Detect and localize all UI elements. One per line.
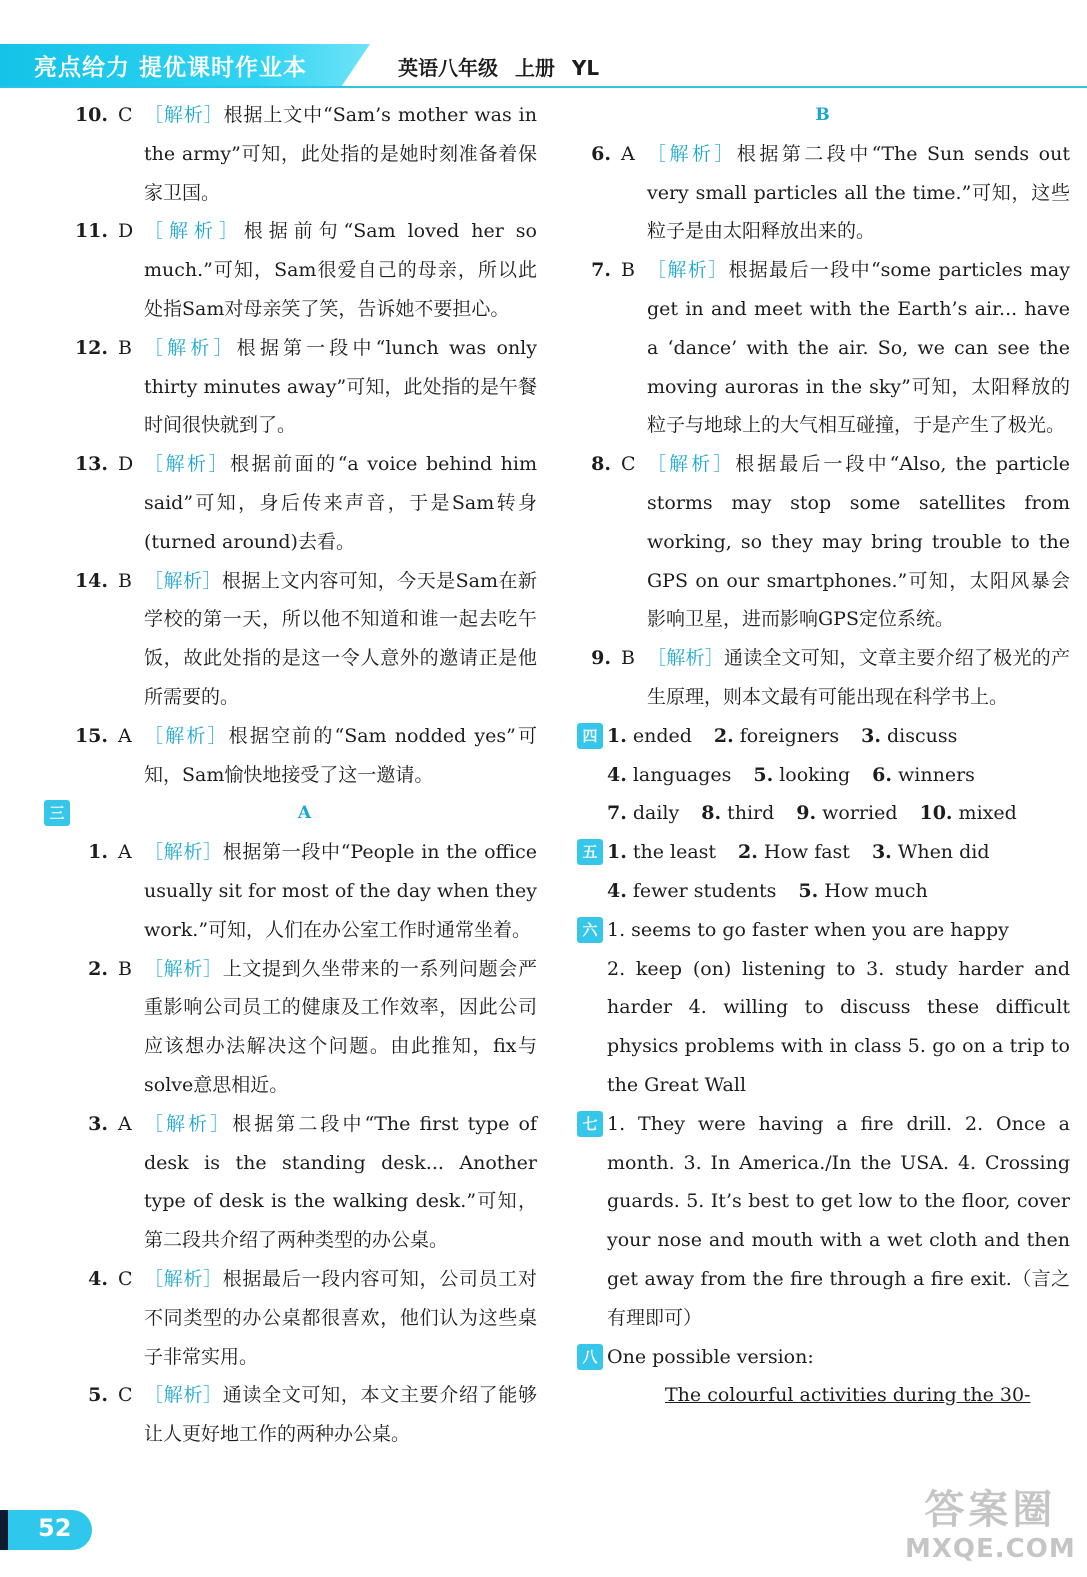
blank-number: 4.	[607, 763, 627, 786]
explanation	[144, 562, 537, 717]
blank-number: 1.	[607, 724, 627, 747]
blank-number: 1.	[607, 841, 627, 864]
question-number: 1.	[88, 841, 108, 864]
explanation-text: 根据上文中“Sam’s mother was in the army”可知，此处指的是她时刻准备着保家卫国。	[144, 104, 537, 204]
explanation-text: 根据最后一段中“some particles may get in and meet with the Earth’s air... have a ‘dance’ with the air. So, we can see the moving auroras in the sky”可知，太阳释放的粒子与地球上的大气相互碰撞，于是产生了极光。	[647, 259, 1070, 437]
answer-letter: B	[621, 647, 635, 670]
blank-word: looking	[779, 763, 851, 786]
section-badge-8: 八	[577, 1344, 603, 1370]
page-header	[0, 44, 1087, 88]
page-number-tab	[0, 1510, 92, 1550]
explanation	[144, 445, 537, 561]
question-number: 5.	[88, 1384, 108, 1407]
analysis-tag: ［解析］	[144, 220, 244, 243]
answer-item	[575, 639, 1070, 717]
answer-list-3b	[575, 135, 1070, 717]
blank-number: 2.	[738, 841, 758, 864]
blank-word: daily	[632, 802, 680, 825]
section-8	[575, 1338, 1070, 1416]
answer-list-3a	[72, 833, 537, 1454]
blank-number: 9.	[796, 802, 817, 825]
section-badge-4: 四	[577, 723, 603, 749]
answer-item	[72, 212, 537, 328]
answer-item	[72, 833, 537, 949]
answer-letter: C	[118, 1384, 133, 1407]
section-7	[575, 1105, 1070, 1338]
blank-number: 8.	[701, 802, 722, 825]
answer-item	[575, 135, 1070, 251]
blank-number: 7.	[607, 802, 627, 825]
explanation-text: 根据上文内容可知，今天是Sam在新学校的第一天，所以他不知道和谁一起去吃午饭，故此处指的是这一令人意外的邀请正是他所需要的。	[144, 569, 537, 708]
explanation-text: 根据第二段中“The first type of desk is the standing desk... Another type of desk is the walking desk.”可知，第二段共介绍了两种类型的办公桌。	[144, 1112, 537, 1252]
book-title: 英语八年级 上册 YL	[398, 56, 600, 80]
explanation	[144, 329, 537, 445]
section-badge-7: 七	[577, 1111, 603, 1137]
analysis-tag: ［解析］	[144, 569, 222, 592]
blank-number: 10.	[919, 802, 953, 825]
explanation	[144, 833, 537, 949]
question-number: 2.	[88, 957, 108, 980]
answer-letter: D	[118, 453, 134, 476]
explanation	[144, 1376, 537, 1454]
explanation-text: 根据第二段中“The Sun sends out very small particles all the time.”可知，这些粒子是由太阳释放出来的。	[647, 142, 1070, 243]
blank-answer	[607, 794, 679, 833]
answer-letter: A	[118, 1112, 132, 1135]
section-3-heading	[49, 794, 537, 833]
analysis-tag: ［解析］	[647, 453, 736, 476]
analysis-tag: ［解析］	[647, 142, 737, 165]
section-badge-3: 三	[44, 800, 70, 826]
answer-item	[72, 445, 537, 561]
explanation	[144, 717, 537, 795]
explanation-text: 根据最后一段中“Also, the particle storms may stop some satellites from working, so they may bring trouble to the GPS on our smartphones.”可知，太阳风暴会影响卫星，进而影响GPS定位系统。	[647, 453, 1070, 631]
answer-list-2	[72, 96, 537, 794]
question-number: 13.	[74, 453, 108, 476]
answer-row	[607, 794, 1070, 833]
question-number: 7.	[591, 259, 611, 282]
question-number: 11.	[74, 220, 108, 243]
answer-letter: A	[621, 142, 635, 165]
blank-answer	[607, 717, 692, 756]
question-number: 15.	[74, 724, 108, 747]
blank-answer	[796, 794, 897, 833]
question-number: 3.	[88, 1112, 108, 1135]
answer-letter: A	[118, 841, 132, 864]
analysis-tag: ［解析］	[144, 841, 223, 864]
answer-row	[607, 833, 1070, 872]
explanation-text: 上文提到久坐带来的一系列问题会严重影响公司员工的健康及工作效率，因此公司应该想办法解决这个问题。由此推知，fix与solve意思相近。	[144, 957, 537, 1096]
section-3-sub: A	[297, 803, 312, 824]
blank-word: When did	[897, 841, 990, 864]
explanation	[144, 212, 537, 328]
analysis-tag: ［解析］	[144, 1384, 223, 1407]
explanation	[144, 1260, 537, 1376]
analysis-tag: ［解析］	[144, 724, 229, 747]
left-column	[49, 96, 537, 1454]
answer-letter: B	[118, 957, 132, 980]
answer-row	[607, 872, 1070, 911]
blank-answer	[798, 872, 927, 911]
blank-number: 5.	[798, 879, 819, 902]
blank-answer	[753, 756, 850, 795]
blank-word: mixed	[958, 802, 1017, 825]
section-7-answers: 1. They were having a fire drill. 2. Once a month. 3. In America./In the USA. 4. Crossing guards. 5. It’s best to get low to the floor, cover your nose and mouth with a wet cloth and then get away from the fire through a fire exit.（言之有理即可）	[607, 1112, 1070, 1329]
section-badge-5: 五	[577, 839, 603, 865]
explanation	[647, 251, 1070, 445]
explanation	[144, 1105, 537, 1260]
section-3b-sub: B	[815, 105, 830, 125]
question-number: 12.	[74, 336, 108, 359]
explanation-text: 根据前句“Sam loved her so much.”可知，Sam很爱自己的母亲，所以此处指Sam对母亲笑了笑，告诉她不要担心。	[144, 220, 537, 320]
blank-answer	[607, 872, 776, 911]
blank-answer	[872, 833, 990, 872]
blank-answer	[919, 794, 1016, 833]
answer-row	[607, 756, 1070, 795]
explanation	[647, 639, 1070, 717]
answer-letter: C	[118, 1267, 133, 1290]
header-divider	[0, 86, 1087, 88]
analysis-tag: ［解析］	[144, 1112, 233, 1135]
section-badge-6: 六	[577, 917, 603, 943]
section-5-answers	[607, 833, 1070, 911]
answer-item	[72, 1105, 537, 1260]
section-6-line-1: 1. seems to go faster when you are happy	[607, 918, 1009, 941]
blank-word: winners	[898, 763, 975, 786]
explanation-text: 根据第一段中“lunch was only thirty minutes away”可知，此处指的是午餐时间很快就到了。	[144, 336, 537, 437]
blank-word: worried	[822, 802, 898, 825]
question-number: 10.	[74, 104, 108, 126]
analysis-tag: ［解析］	[144, 957, 223, 980]
question-number: 4.	[88, 1267, 108, 1290]
section-6-paragraph: 2. keep (on) listening to 3. study harder and harder 4. willing to discuss these difficult physics problems with in class 5. go on a trip to the Great Wall	[607, 957, 1070, 1096]
answer-letter: B	[621, 259, 635, 282]
explanation-text: 通读全文可知，文章主要介绍了极光的产生原理，则本文最有可能出现在科学书上。	[647, 647, 1070, 708]
question-number: 14.	[74, 569, 108, 592]
explanation-text: 根据第一段中“People in the office usually sit for most of the day when they work.”可知，人们在办公室工作时通常坐着。	[144, 841, 537, 941]
explanation-text: 根据空前的“Sam nodded yes”可知，Sam愉快地接受了这一邀请。	[144, 724, 537, 786]
answer-letter: A	[118, 724, 132, 747]
answer-item	[72, 1376, 537, 1454]
analysis-tag: ［解析］	[144, 453, 231, 476]
answer-item	[575, 251, 1070, 445]
question-number: 6.	[591, 142, 611, 165]
blank-word: ended	[632, 724, 692, 747]
watermark-url: MXQE.COM	[905, 1534, 1076, 1564]
blank-number: 3.	[861, 724, 881, 747]
section-8-label: One possible version:	[607, 1345, 814, 1368]
section-8-first-line: The colourful activities during the 30-	[665, 1384, 1031, 1407]
answer-row	[607, 717, 1070, 756]
blank-number: 4.	[607, 879, 627, 902]
blank-answer	[701, 794, 774, 833]
answer-item	[72, 96, 537, 212]
blank-answer	[607, 756, 731, 795]
watermark	[905, 1487, 1076, 1564]
section-4-answers	[607, 717, 1070, 833]
explanation	[647, 445, 1070, 639]
blank-number: 6.	[872, 763, 893, 786]
analysis-tag: ［解析］	[144, 104, 224, 126]
blank-number: 2.	[713, 724, 734, 747]
blank-answer	[861, 717, 957, 756]
blank-word: third	[727, 802, 775, 825]
page-number: 52	[38, 1514, 72, 1542]
blank-number: 5.	[753, 763, 774, 786]
answer-item	[72, 1260, 537, 1376]
answer-letter: D	[118, 220, 134, 243]
question-number: 9.	[591, 647, 611, 670]
explanation	[144, 96, 537, 212]
section-6	[575, 911, 1070, 1105]
answer-item	[72, 717, 537, 795]
blank-answer	[607, 833, 716, 872]
answer-letter: B	[118, 336, 132, 359]
blank-answer	[738, 833, 850, 872]
section-6-answers	[607, 911, 1070, 1105]
answer-item	[72, 329, 537, 445]
answer-letter: C	[118, 104, 133, 126]
section-8-content	[607, 1338, 1070, 1416]
answer-item	[72, 950, 537, 1105]
right-column	[575, 96, 1070, 1415]
brand-title: 亮点给力 提优课时作业本	[34, 55, 308, 81]
analysis-tag: ［解析］	[144, 1267, 223, 1290]
blank-word: the least	[632, 841, 717, 864]
explanation-text: 根据最后一段内容可知，公司员工对不同类型的办公桌都很喜欢，他们认为这些桌子非常实用。	[144, 1267, 537, 1368]
section-3b-heading	[575, 96, 1070, 135]
analysis-tag: ［解析］	[144, 336, 237, 359]
blank-word: foreigners	[739, 724, 840, 747]
answer-item	[575, 445, 1070, 639]
blank-answer	[714, 717, 839, 756]
section-5	[575, 833, 1070, 911]
analysis-tag: ［解析］	[647, 647, 724, 670]
explanation-text: 根据前面的“a voice behind him said”可知，身后传来声音，于是Sam转身(turned around)去看。	[144, 453, 537, 553]
answer-item	[72, 562, 537, 717]
explanation	[144, 950, 537, 1105]
question-number: 8.	[591, 453, 611, 476]
blank-answer	[872, 756, 975, 795]
blank-word: How much	[824, 879, 928, 902]
blank-word: languages	[632, 763, 732, 786]
blank-word: fewer students	[632, 879, 777, 902]
blank-word: discuss	[886, 724, 958, 747]
blank-word: How fast	[763, 841, 850, 864]
explanation	[647, 135, 1070, 251]
section-4	[575, 717, 1070, 833]
blank-number: 3.	[871, 841, 892, 864]
page-tab-bar	[0, 1510, 8, 1550]
analysis-tag: ［解析］	[647, 259, 729, 282]
explanation-text: 通读全文可知，本文主要介绍了能够让人更好地工作的两种办公桌。	[144, 1384, 537, 1446]
answer-letter: C	[621, 453, 636, 476]
watermark-logo-text: 答案圈	[924, 1487, 1057, 1533]
answer-letter: B	[118, 569, 132, 592]
